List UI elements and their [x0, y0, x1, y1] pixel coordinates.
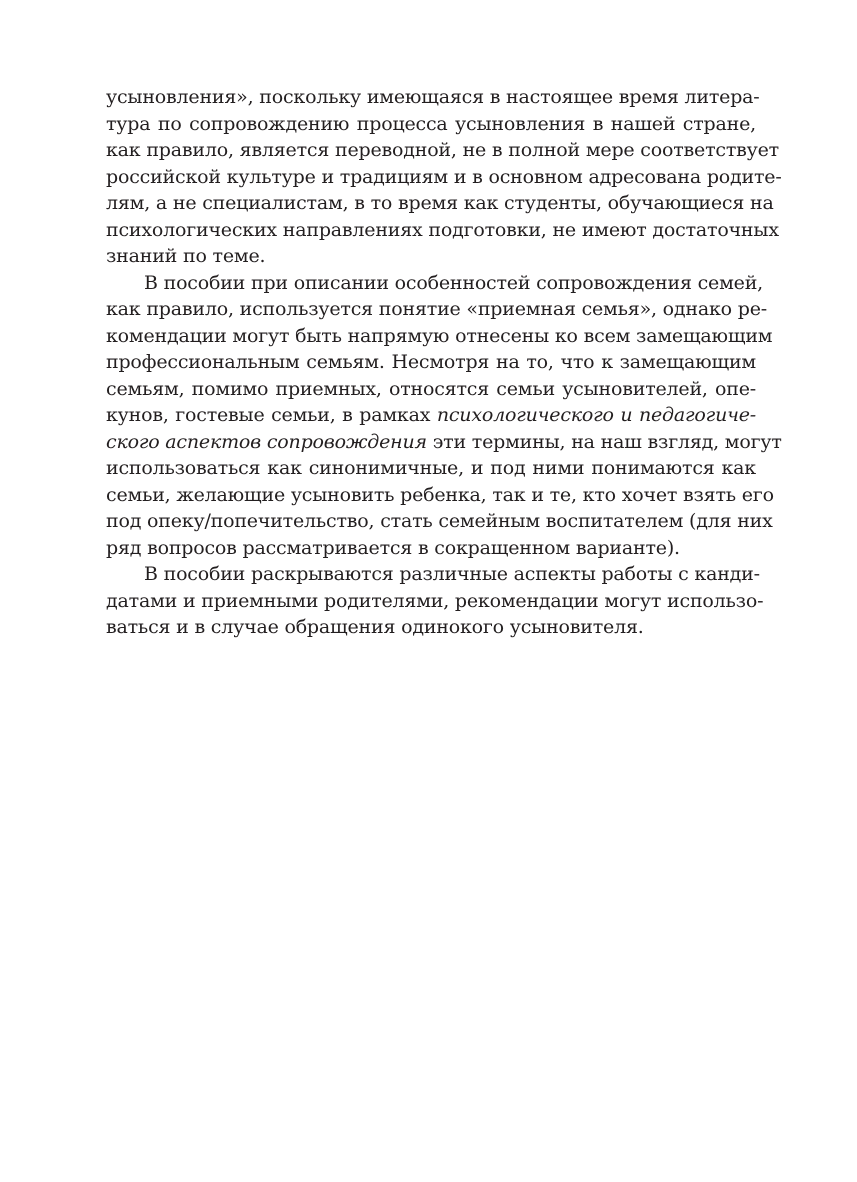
text-line: как правило, является переводной, не в полной мере соответствует	[106, 139, 779, 161]
text-line: российской культуре и традициям и в основном адресована родите-	[106, 165, 782, 188]
text-line: В пособии раскрываются различные аспекты работы с канди-	[144, 563, 760, 585]
text-line: психологических направлениях подготовки, не имеют достаточных	[106, 218, 779, 241]
text-line: В пособии при описании особенностей сопровождения семей,	[144, 271, 764, 294]
text-line: ваться и в случае обращения одинокого усыновителя.	[106, 616, 644, 638]
text-line: лям, а не специалистам, в то время как студенты, обучающиеся на	[106, 192, 774, 214]
paragraph-1	[106, 84, 782, 270]
text-line: усыновления», поскольку имеющаяся в настоящее время литера-	[106, 86, 760, 108]
italic-text: ского аспектов сопровождения	[106, 430, 427, 453]
text-line: профессиональным семьям. Несмотря на то, что к замещающим	[106, 351, 756, 373]
text-line: ряд вопросов рассматривается в сокращенном варианте).	[106, 536, 680, 559]
text-line: как правило, используется понятие «приемная семья», однако ре-	[106, 298, 767, 320]
italic-text: психологического и педагогиче-	[436, 404, 756, 426]
text-line: тура по сопровождению процесса усыновления в нашей стране,	[106, 112, 756, 135]
text-line: использоваться как синонимичные, и под ними понимаются как	[106, 457, 756, 479]
paragraph-2	[106, 270, 782, 562]
text-line: семьям, помимо приемных, относятся семьи усыновителей, опе-	[106, 377, 756, 400]
document-page	[106, 84, 782, 641]
text-line: знаний по теме.	[106, 245, 266, 267]
text-line: кунов, гостевые семьи, в рамках психологического и педагогиче-	[106, 404, 756, 426]
text-line: ского аспектов сопровождения эти термины, на наш взгляд, могут	[106, 430, 782, 453]
text-line: семьи, желающие усыновить ребенка, так и те, кто хочет взять его	[106, 483, 774, 506]
text-line: под опеку/попечительство, стать семейным воспитателем (для них	[106, 510, 773, 532]
text-line: датами и приемными родителями, рекомендации могут использо-	[106, 589, 764, 612]
paragraph-3	[106, 561, 764, 641]
text-line: комендации могут быть напрямую отнесены ко всем замещающим	[106, 324, 773, 347]
